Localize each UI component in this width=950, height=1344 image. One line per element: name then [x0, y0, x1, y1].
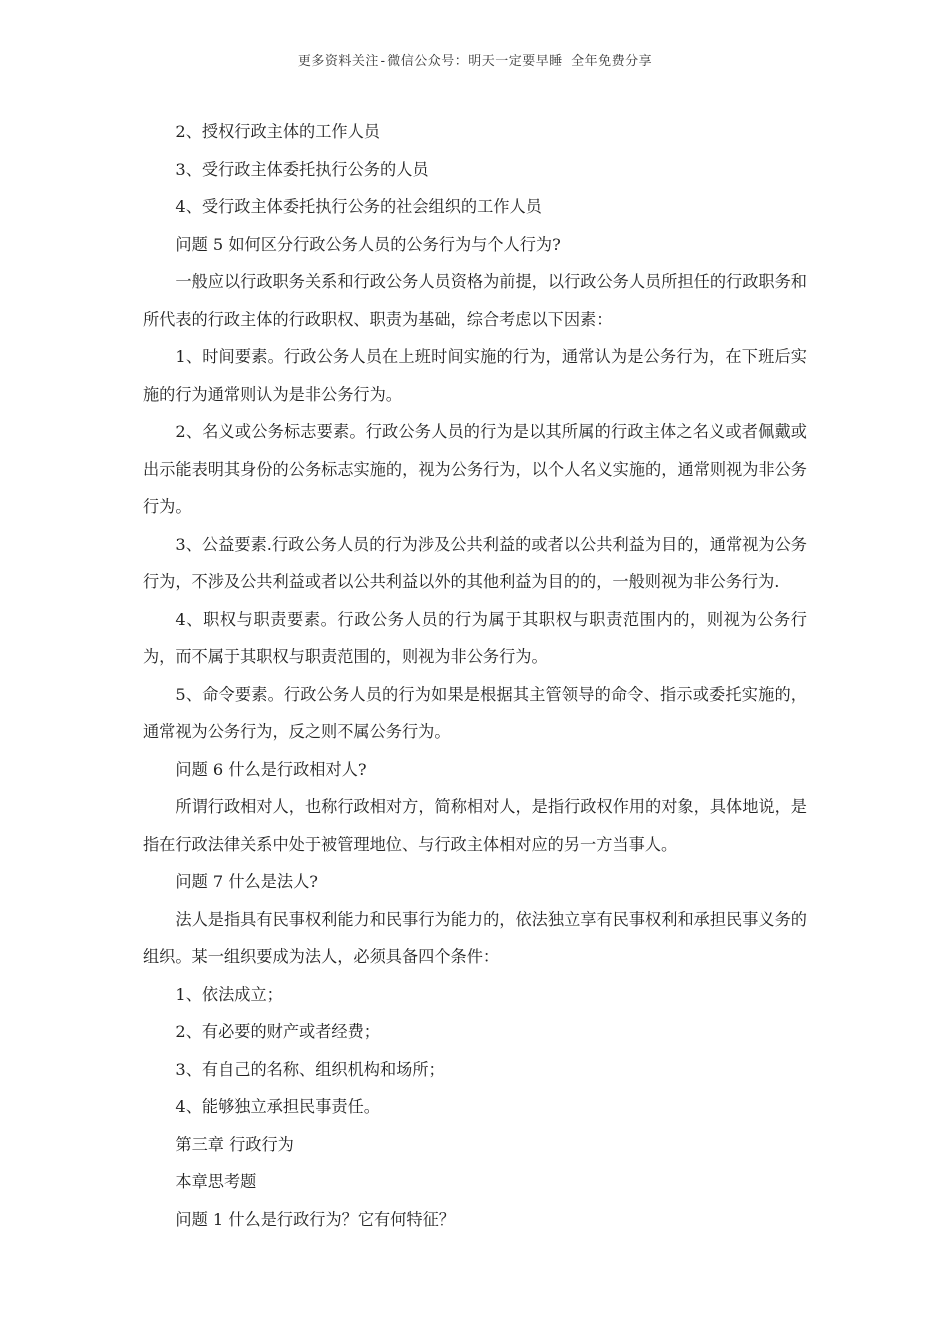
paragraph: 一般应以行政职务关系和行政公务人员资格为前提，以行政公务人员所担任的行政职务和所代表的行政主体的行政职权、职责为基础，综合考虑以下因素： — [143, 272, 807, 329]
question-heading: 问题 5 如何区分行政公务人员的公务行为与个人行为? — [175, 234, 561, 254]
list-item: 3、有自己的名称、组织机构和场所； — [175, 1059, 445, 1079]
paragraph: 4、职权与职责要素。行政公务人员的行为属于其职权与职责范围内的，则视为公务行为，而不属于其职权与职责范围的，则视为非公务行为。 — [143, 609, 807, 666]
question-heading: 问题 6 什么是行政相对人? — [175, 759, 367, 779]
paragraph: 3、公益要素.行政公务人员的行为涉及公共利益的或者以公共利益为目的，通常视为公务行为，不涉及公共利益或者以公共利益以外的其他利益为目的的，一般则视为非公务行为. — [143, 534, 807, 591]
document-body — [143, 113, 807, 1238]
page-header: 更多资料关注-微信公众号：明天一定要早睡 全年免费分享 — [297, 54, 653, 69]
paragraph: 所谓行政相对人，也称行政相对方，简称相对人，是指行政权作用的对象，具体地说，是指在行政法律关系中处于被管理地位、与行政主体相对应的另一方当事人。 — [143, 797, 807, 854]
chapter-heading: 第三章 行政行为 — [175, 1134, 294, 1154]
list-item: 1、依法成立； — [175, 984, 283, 1004]
paragraph: 法人是指具有民事权利能力和民事行为能力的，依法独立享有民事权利和承担民事义务的组织。某一组织要成为法人，必须具备四个条件： — [143, 909, 807, 966]
question-heading: 问题 1 什么是行政行为？它有何特征？ — [175, 1209, 455, 1229]
list-item: 4、能够独立承担民事责任。 — [175, 1097, 380, 1116]
list-item: 2、授权行政主体的工作人员 — [175, 122, 380, 141]
paragraph: 2、名义或公务标志要素。行政公务人员的行为是以其所属的行政主体之名义或者佩戴或出示能表明其身份的公务标志实施的，视为公务行为，以个人名义实施的，通常则视为非公务行为。 — [143, 422, 807, 516]
section-heading: 本章思考题 — [175, 1172, 257, 1191]
paragraph: 5、命令要素。行政公务人员的行为如果是根据其主管领导的命令、指示或委托实施的，通常视为公务行为，反之则不属公务行为。 — [143, 684, 807, 741]
question-heading: 问题 7 什么是法人? — [175, 872, 318, 891]
list-item: 3、受行政主体委托执行公务的人员 — [175, 159, 429, 179]
list-item: 2、有必要的财产或者经费； — [175, 1022, 380, 1041]
list-item: 4、受行政主体委托执行公务的社会组织的工作人员 — [175, 197, 542, 216]
paragraph: 1、时间要素。行政公务人员在上班时间实施的行为，通常认为是公务行为，在下班后实施的行为通常则认为是非公务行为。 — [143, 347, 807, 404]
